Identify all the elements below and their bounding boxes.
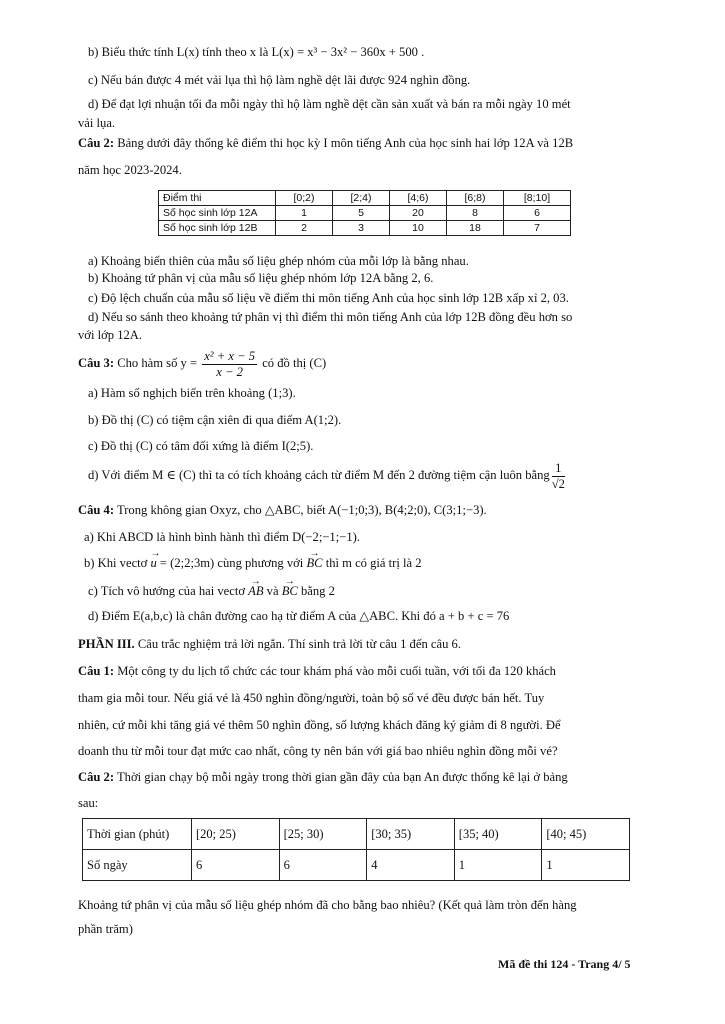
question2-label: Câu 2: <box>78 136 115 150</box>
part1-item-d-line1: d) Để đạt lợi nhuận tối đa mỗi ngày thì hộ làm nghề dệt cần sản xuất và bán ra mỗi ngày 10 mét <box>88 97 571 111</box>
table-cell: 10 <box>390 221 447 236</box>
table-cell: 20 <box>390 206 447 221</box>
p3-question1-line1 <box>78 663 556 679</box>
p3-question1-label: Câu 1: <box>78 664 115 678</box>
question2-text-line2: năm học 2023-2024. <box>78 163 182 177</box>
vector-bc: → BC <box>306 555 322 571</box>
question2-item-c: c) Độ lệch chuẩn của mẫu số liệu về điểm thi môn tiếng Anh của học sinh lớp 12B xấp xỉ 2, 03. <box>88 291 569 305</box>
table-row <box>159 221 571 236</box>
text-span: bằng 2 <box>297 584 335 598</box>
text-span: b) Khi vectơ <box>84 556 151 570</box>
table-row <box>83 850 630 881</box>
question4-item-c <box>88 583 335 599</box>
part3-label: PHẦN III. <box>78 637 135 651</box>
p3-question2-label: Câu 2: <box>78 770 115 784</box>
table-cell: 18 <box>447 221 504 236</box>
table-cell: 5 <box>333 206 390 221</box>
table-cell: 6 <box>504 206 571 221</box>
vector-ab: → AB <box>248 583 263 599</box>
page-footer: Mã đề thi 124 - Trang 4/ 5 <box>498 957 631 971</box>
vector-u: → u <box>150 555 156 571</box>
question2-item-b: b) Khoảng tứ phân vị của mẫu số liệu ghép nhóm lớp 12A bằng 2, 6. <box>88 271 434 285</box>
question4-label: Câu 4: <box>78 503 115 517</box>
function-fraction <box>202 349 257 380</box>
text-span: thì m có giá trị là 2 <box>322 556 422 570</box>
score-table-header <box>159 191 571 206</box>
header-cell: [40; 45) <box>542 819 630 850</box>
question4-item-a: a) Khi ABCD là hình bình hành thì điểm D(−2;−1;−1). <box>84 530 360 544</box>
question2-item-d-line2: với lớp 12A. <box>78 328 143 342</box>
row-label: Số ngày <box>83 850 192 881</box>
p3-question2-ask-line1: Khoảng tứ phân vị của mẫu số liệu ghép nhóm đã cho bằng bao nhiêu? (Kết quả làm tròn đến hàng <box>78 898 577 912</box>
question4-item-b <box>84 555 422 571</box>
p3-question2-line1 <box>78 769 568 785</box>
header-cell: Thời gian (phút) <box>83 819 192 850</box>
question2-item-d-line1: d) Nếu so sánh theo khoảng tứ phân vị thì điểm thi môn tiếng Anh của lớp 12B đồng đều hơn so <box>88 310 573 324</box>
p3-question2-line2: sau: <box>78 796 99 810</box>
table-cell: 3 <box>333 221 390 236</box>
running-table-header <box>83 819 630 850</box>
distance-fraction <box>552 461 565 492</box>
question2-intro <box>78 135 573 151</box>
header-cell: [6;8) <box>447 191 504 206</box>
table-cell: 1 <box>276 206 333 221</box>
part1-item-d-line2: vải lụa. <box>78 116 116 130</box>
header-cell: [8;10] <box>504 191 571 206</box>
table-cell: 8 <box>447 206 504 221</box>
header-cell: [0;2) <box>276 191 333 206</box>
p3-question1-line2: tham gia mỗi tour. Nếu giá vé là 450 nghìn đồng/người, toàn bộ số vé đều được bán hết. Tuy <box>78 691 545 705</box>
question3-item-c: c) Đồ thị (C) có tâm đối xứng là điểm I(2;5). <box>88 439 314 453</box>
question4-item-d: d) Điểm E(a,b,c) là chân đường cao hạ từ điểm A của △ABC. Khi đó a + b + c = 76 <box>88 609 510 623</box>
vector-bc: → BC <box>282 583 298 599</box>
row-label: Số học sinh lớp 12B <box>159 221 276 236</box>
header-cell: [4;6) <box>390 191 447 206</box>
table-cell: 6 <box>192 850 280 881</box>
fraction-numerator: x² + x − 5 <box>204 348 256 363</box>
question4-text: Trong không gian Oxyz, cho △ABC, biết A(−1;0;3), B(4;2;0), C(3;1;−3). <box>114 503 487 517</box>
fraction-denominator: x − 2 <box>216 364 243 379</box>
table-cell: 4 <box>367 850 455 881</box>
question3-text: Cho hàm số y = <box>114 356 201 370</box>
running-table <box>82 818 630 881</box>
row-label: Số học sinh lớp 12A <box>159 206 276 221</box>
part3-text: Câu trắc nghiệm trả lời ngắn. Thí sinh trả lời từ câu 1 đến câu 6. <box>134 637 461 651</box>
fraction-numerator: 1 <box>552 461 565 477</box>
fraction-denominator: √2 <box>551 476 565 491</box>
question3-item-d <box>88 460 567 492</box>
score-table <box>158 190 571 236</box>
text-span: Một công ty du lịch tổ chức các tour khám phá vào mỗi cuối tuần, với tối đa 120 khách <box>114 664 556 678</box>
question3-text-end: có đồ thị (C) <box>259 356 327 370</box>
question3-item-b: b) Đồ thị (C) có tiệm cận xiên đi qua điểm A(1;2). <box>88 413 342 427</box>
question3-intro <box>78 348 326 380</box>
part1-item-c: c) Nếu bán được 4 mét vải lụa thì hộ làm nghề dệt lãi được 924 nghìn đồng. <box>88 73 471 87</box>
table-cell: 1 <box>454 850 542 881</box>
text-span: Thời gian chạy bộ mỗi ngày trong thời gian gần đây của bạn An được thống kê lại ở bảng <box>114 770 568 784</box>
question3-item-a: a) Hàm số nghịch biến trên khoảng (1;3). <box>88 386 296 400</box>
header-cell: [25; 30) <box>279 819 367 850</box>
table-cell: 2 <box>276 221 333 236</box>
text-span: c) Tích vô hướng của hai vectơ <box>88 584 249 598</box>
header-cell: Điểm thi <box>159 191 276 206</box>
p3-question1-line3: nhiên, cứ mỗi khi tăng giá vé thêm 50 nghìn đồng, số lượng khách đăng ký giảm đi 8 người. Để <box>78 718 561 732</box>
header-cell: [2;4) <box>333 191 390 206</box>
table-cell: 7 <box>504 221 571 236</box>
table-cell: 6 <box>279 850 367 881</box>
question2-item-a: a) Khoảng biến thiên của mẫu số liệu ghép nhóm của mỗi lớp là bằng nhau. <box>88 254 469 268</box>
question3-label: Câu 3: <box>78 356 115 370</box>
table-cell: 1 <box>542 850 630 881</box>
header-cell: [35; 40) <box>454 819 542 850</box>
header-cell: [20; 25) <box>192 819 280 850</box>
question4-intro <box>78 502 487 518</box>
part3-heading <box>78 636 461 652</box>
text-span: và <box>263 584 282 598</box>
text-span: = (2;2;3m) cùng phương với <box>156 556 307 570</box>
p3-question2-ask-line2: phần trăm) <box>78 922 133 936</box>
header-cell: [30; 35) <box>367 819 455 850</box>
p3-question1-line4: doanh thu từ mỗi tour đạt mức cao nhất, công ty nên bán với giá bao nhiêu nghìn đồng mỗi vé? <box>78 744 558 758</box>
part1-item-b: b) Biểu thức tính L(x) tính theo x là L(x) = x³ − 3x² − 360x + 500 . <box>88 45 425 59</box>
question2-text: Bảng dưới đây thống kê điểm thi học kỳ I môn tiếng Anh của học sinh hai lớp 12A và 12B <box>114 136 574 150</box>
question3-item-d-text: d) Với điểm M ∈ (C) thì ta có tích khoảng cách từ điểm M đến 2 đường tiệm cận luôn bằng <box>88 468 550 482</box>
table-row <box>159 206 571 221</box>
